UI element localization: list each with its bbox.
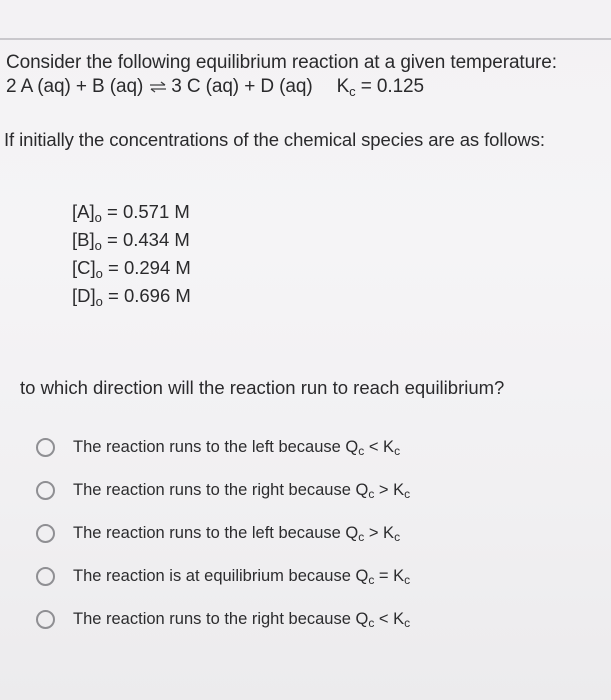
reaction-right: 3 C (aq) + D (aq) [171,76,313,97]
option-label: The reaction runs to the left because $Q_c < K_c$ [73,437,401,458]
option-label: The reaction runs to the left because $Q_c > K_c$ [73,523,401,544]
radio-button[interactable] [36,481,55,500]
question-intro: Consider the following equilibrium reaction at a given temperature: [6,52,557,73]
option-label: The reaction is at equilibrium because $Q_c = K_c$ [73,566,411,587]
concentration-c: $[C]_o = 0.294$ M [72,257,191,281]
option-right-q-greater-k[interactable] [36,475,410,505]
kc-symbol: K [336,76,350,97]
concentration-a: $[A]_o = 0.571$ M [72,201,190,225]
option-label: The reaction runs to the right because $Q_c > K_c$ [73,480,411,501]
concentration-d: $[D]_o = 0.696$ M [72,285,191,309]
option-left-q-greater-k[interactable] [36,518,400,548]
concentration-b: $[B]_o = 0.434$ M [72,229,190,253]
reaction-equation [6,76,424,98]
kc-value: = 0.125 [360,76,424,97]
option-equilibrium-q-equals-k[interactable] [36,561,410,591]
equilibrium-arrow-icon [149,81,167,93]
radio-button[interactable] [36,438,55,457]
radio-button[interactable] [36,610,55,629]
equilibrium-constant [337,76,424,97]
radio-button[interactable] [36,567,55,586]
kc-subscript: c [349,84,356,99]
option-label: The reaction runs to the right because $Q_c < K_c$ [73,609,411,630]
initial-concentrations-text: If initially the concentrations of the chemical species are as follows: [4,129,545,150]
radio-button[interactable] [36,524,55,543]
direction-prompt: to which direction will the reaction run to reach equilibrium? [20,377,505,398]
top-divider [0,38,611,40]
concentration-list [72,198,191,310]
option-right-q-less-k[interactable] [36,604,410,634]
reaction-left: 2 A (aq) + B (aq) [6,76,144,97]
option-left-q-less-k[interactable] [36,432,400,462]
